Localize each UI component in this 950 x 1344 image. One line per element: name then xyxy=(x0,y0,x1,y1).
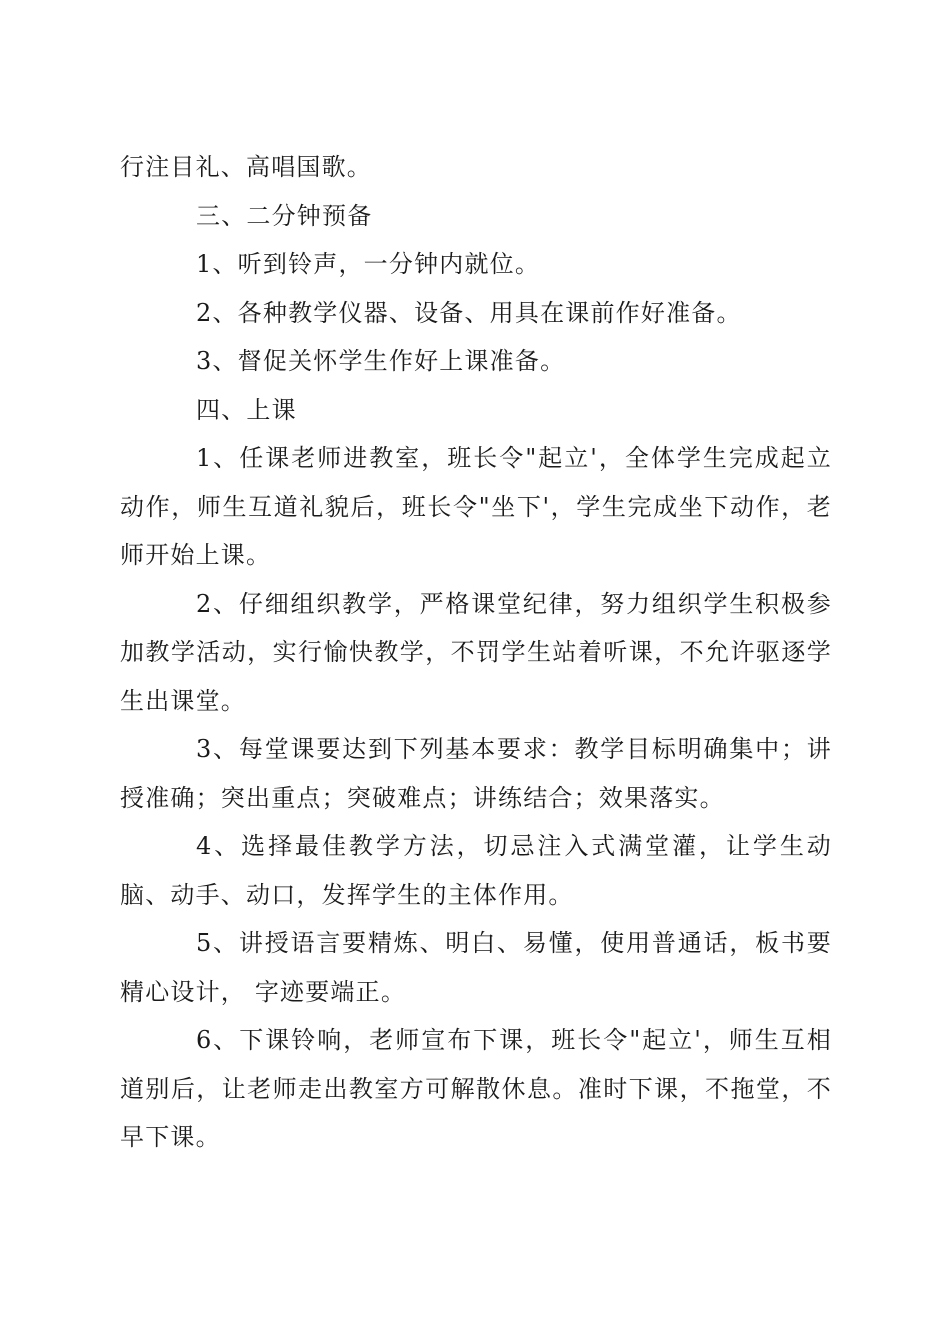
list-item: 5、讲授语言要精炼、明白、易懂，使用普通话，板书要精心设计， 字迹要端正。 xyxy=(120,929,832,1006)
document-body xyxy=(120,143,832,1162)
list-item: 4、选择最佳教学方法，切忌注入式满堂灌，让学生动脑、动手、动口，发挥学生的主体作用。 xyxy=(120,832,832,909)
list-item: 2、各种教学仪器、设备、用具在课前作好准备。 xyxy=(196,298,742,327)
paragraph: 行注目礼、高唱国歌。 xyxy=(120,153,372,181)
list-item: 3、每堂课要达到下列基本要求：教学目标明确集中；讲授准确；突出重点；突破难点；讲练结合；效果落实。 xyxy=(120,735,832,812)
section-heading: 三、二分钟预备 xyxy=(196,201,373,230)
list-item: 1、听到铃声，一分钟内就位。 xyxy=(196,250,541,278)
list-item: 6、下课铃响，老师宣布下课，班长令"起立'，师生互相道别后，让老师走出教室方可解散休息。准时下课，不拖堂，不早下课。 xyxy=(120,1026,832,1151)
list-item: 2、仔细组织教学，严格课堂纪律，努力组织学生积极参加教学活动，实行愉快教学，不罚学生站着听课，不允许驱逐学生出课堂。 xyxy=(120,589,832,715)
list-item: 3、督促关怀学生作好上课准备。 xyxy=(196,347,566,375)
list-item: 1、任课老师进教室，班长令"起立'，全体学生完成起立动作，师生互道礼貌后，班长令"坐下'，学生完成坐下动作，老师开始上课。 xyxy=(120,444,832,569)
section-heading: 四、上课 xyxy=(196,395,297,424)
